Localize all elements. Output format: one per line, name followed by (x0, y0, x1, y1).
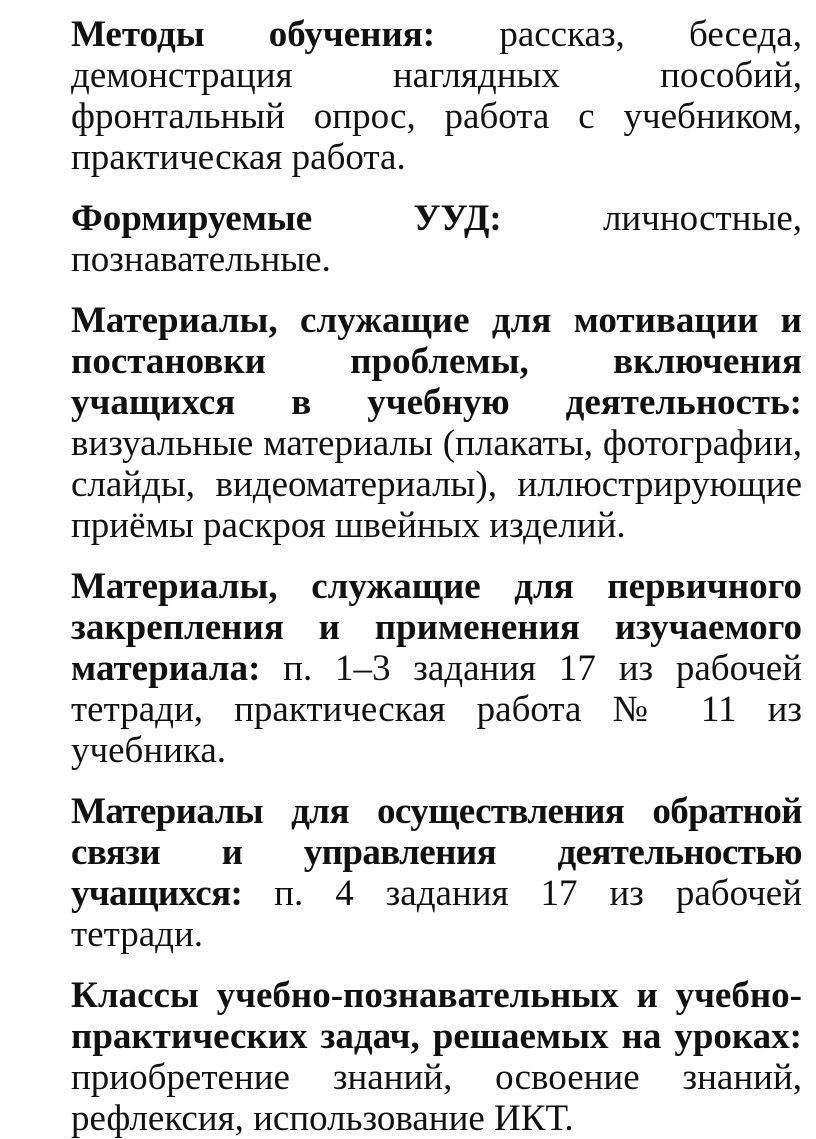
paragraph-text: п. 4 задания 17 из рабочей тетради. (71, 873, 802, 955)
paragraph-text: визуальные материалы (плакаты, фотографии, слайды, видеоматериалы), иллюстрирующие приёмы раскроя швейных изделий. (71, 423, 802, 546)
paragraph-term: Материалы для осуществления обратной связи и управления деятельностью учащихся: (71, 791, 802, 914)
paragraph-text: рассказ, беседа, демонстрация наглядных пособий, фронтальный опрос, работа с учебником, практическая работа. (71, 14, 802, 178)
paragraph-term: Материалы, служащие для первичного закрепления и применения изучаемого материала: (71, 566, 802, 689)
paragraph-text: личностные, познавательные. (71, 198, 802, 280)
motivation-materials-paragraph (71, 300, 802, 546)
consolidation-materials-paragraph (71, 566, 802, 771)
feedback-materials-paragraph (71, 791, 802, 955)
paragraph-term: Материалы, служащие для мотивации и постановки проблемы, включения учащихся в учебную деятельность: (71, 300, 802, 423)
skills-paragraph (71, 198, 802, 280)
paragraph-term: Классы учебно-познавательных и учебно-практических задач, решаемых на уроках: (71, 975, 802, 1057)
task-classes-paragraph (71, 975, 802, 1139)
paragraph-text: п. 1–3 задания 17 из рабочей тетради, практическая работа № 11 из учебника. (71, 648, 802, 771)
paragraph-text: приобретение знаний, освоение знаний, рефлексия, использование ИКТ. (71, 1057, 802, 1139)
teaching-methods-paragraph (71, 14, 802, 178)
paragraph-term: Формируемые УУД: (71, 198, 502, 239)
paragraph-term: Методы обучения: (71, 14, 436, 55)
